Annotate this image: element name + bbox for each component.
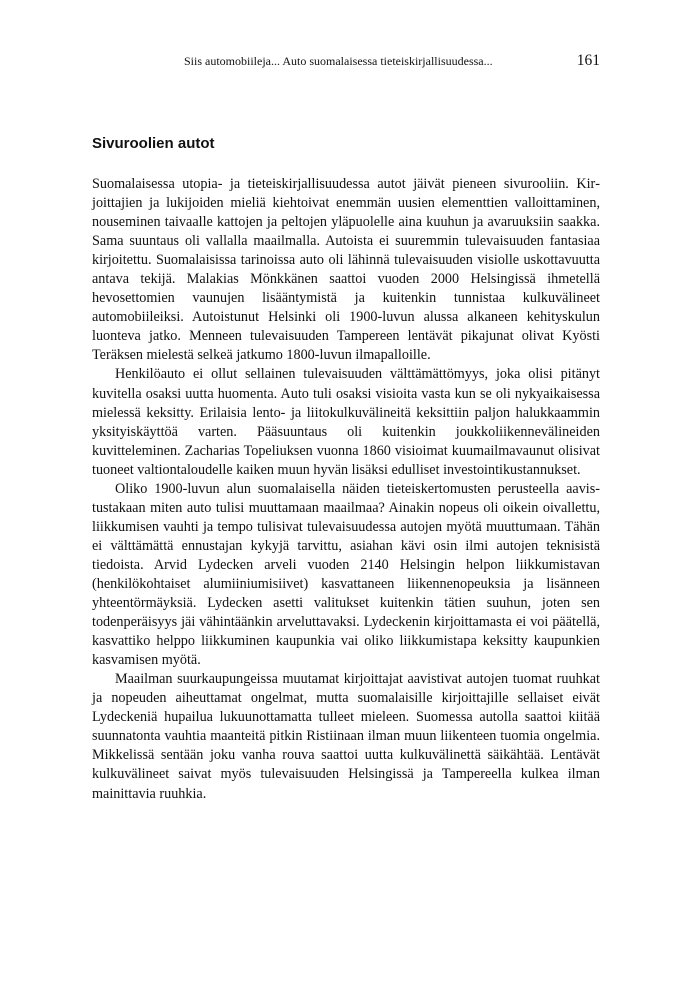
- paragraph-2: Henkilöauto ei ollut sellainen tulevaisuuden välttämättömyys, joka olisi pitänyt kuvitella osaksi uutta huomenta. Auto tuli osaksi visioita vasta kun se oli nykyaikaisessa mielessä keksitty. Erilaisia lento- ja liitokulkuvälineitä keksittiin paljon halukkaammin yksityiskäyttöä varten. Pääsuuntaus oli kuitenkin joukkoliikennevälineiden kuvitteleminen. Zacharias Topeliuksen vuonna 1860 visioimat kuumailmavaunut olisivat tuoneet valtiontaloudelle kaiken muun hyvän lisäksi edulliset investointikustannukset.: [92, 366, 600, 478]
- page-number: 161: [576, 52, 600, 69]
- body-text: [92, 175, 600, 804]
- page-header: [92, 52, 600, 72]
- paragraph-1: Suomalaisessa utopia- ja tieteiskirjallisuudessa autot jäivät pieneen sivurooliin. Kirjoittajien ja lukijoiden mieliä kiehtoivat enemmän uusien elementtien valloittaminen, nouseminen taivaalle kattojen ja peltojen yläpuolelle aina kuuhun ja avaruuksiin saakka. Sama suuntaus oli vallalla maailmalla. Autoista ei suuremmin tulevaisuuden fantasiaa kirjoitettu. Suomalaisissa tarinoissa auto oli lähinnä tulevaisuuden visiolle uskottavuutta antava tekijä. Malakias Mönkkänen saattoi vuoden 2000 Helsingissä ihmetellä hevosettomien vaunujen lisääntymistä ja kuitenkin tunnistaa kulkuvälineet automobiileiksi. Autoistunut Helsinki oli 1900-luvun alussa alkaneen kehityskulun luonteva jatko. Menneen tulevaisuuden Tampereen lentävät pikajunat olivat Kyösti Teräksen mielestä selkeä jatkumo 1800-luvun ilmapalloille.: [92, 176, 600, 364]
- paragraph-4: Maailman suurkaupungeissa muutamat kirjoittajat aavistivat autojen tuomat ruuhkat ja nopeuden aiheuttamat ongelmat, mutta suomalaisille kirjoittajille sellaiset eivät Lydeckeniä hupailua lukuunottamatta tulleet mieleen. Suomessa autolla saattoi kiitää suunnatonta vauhtia maanteitä pitkin Ristiinaan ilman muun liikenteen tuomia ongelmia. Mikkelissä sentään joku vanha rouva saattoi uutta kulkuvälinettä säikähtää. Lentävät kulkuvälineet saivat myös tulevaisuuden Helsingissä ja Tampereella kulkea ilman mainittavia ruuhkia.: [92, 671, 600, 802]
- section-heading: Sivuroolien autot: [92, 135, 215, 152]
- paragraph-3: Oliko 1900-luvun alun suomalaisella näiden tieteiskertomusten perusteella aavistustakaan miten auto tulisi muuttamaan maailmaa? Ainakin nopeus oli oikein oivallettu, liikkumisen vauhti ja tempo tulisivat tulevaisuudessa autojen myötä muuttumaan. Tähän ei välttämättä ennustajan kykyjä tarvittu, asiahan kävi osin ilmi autojen teknisistä tiedoista. Arvid Lydecken arveli vuoden 2140 Helsingin helpon liikkumistavan (henkilökohtaiset alumiiniumisiivet) kasvattaneen liikennenopeuksia ja lisänneen yhteentörmäyksiä. Lydecken asetti valitukset kuitenkin tätien suuhun, joten sen todenperäisyys jäi vähintäänkin arveluttavaksi. Lydeckenin kirjoittamasta ei voi päätellä, kasvattiko helppo liikkuminen kaupunkia vai oliko liikkumistapa keksitty kaupunkien kasvamisen myötä.: [92, 480, 600, 669]
- running-head: Siis automobiileja... Auto suomalaisessa tieteiskirjallisuudessa...: [184, 54, 493, 68]
